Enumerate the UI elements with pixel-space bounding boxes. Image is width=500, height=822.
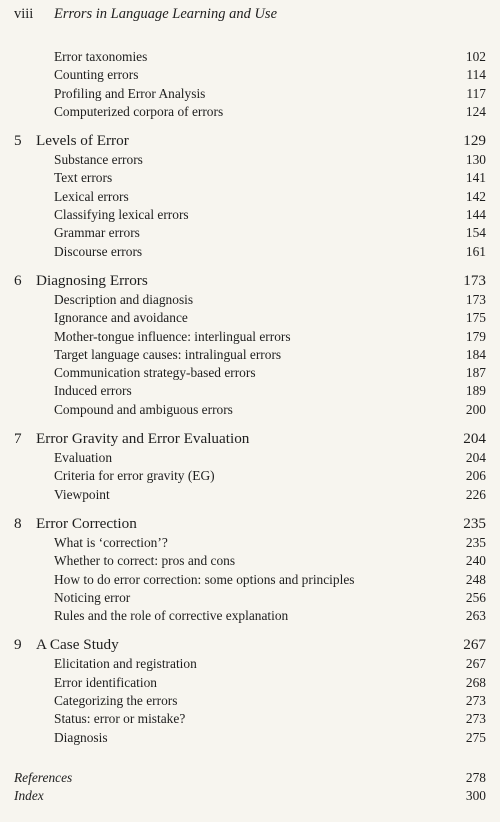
toc-section-entry <box>14 449 486 467</box>
toc-entry-title: Communication strategy-based errors <box>54 365 256 381</box>
toc-page-number: 268 <box>465 674 486 690</box>
toc-page-number: 278 <box>465 769 486 785</box>
toc-chapter-entry <box>14 270 486 291</box>
toc-page-number: 248 <box>465 571 486 587</box>
toc-page-number: 226 <box>465 486 486 502</box>
table-of-contents <box>14 48 486 806</box>
toc-page-number: 141 <box>465 170 486 186</box>
toc-entry-title: Error taxonomies <box>54 49 148 64</box>
toc-page-number: 184 <box>465 346 486 362</box>
toc-entry-title: Index <box>14 788 44 804</box>
toc-entry-title: Substance errors <box>54 152 143 168</box>
toc-entry-title: Error identification <box>54 674 157 690</box>
toc-section-entry <box>14 346 486 364</box>
toc-page-number: 154 <box>465 225 486 241</box>
toc-entry-title: What is ‘correction’? <box>54 534 168 550</box>
toc-entry-title: Status: error or mistake? <box>54 711 186 727</box>
toc-entry-title: Lexical errors <box>54 188 129 204</box>
toc-page-number: 187 <box>465 365 486 381</box>
toc-entry-title: Description and diagnosis <box>54 291 194 307</box>
toc-entry-title: Evaluation <box>54 450 113 466</box>
toc-page-number: 102 <box>465 49 486 64</box>
toc-entry-title: Text errors <box>54 170 113 186</box>
toc-entry-title: Induced errors <box>54 383 132 399</box>
toc-page-number: 200 <box>465 401 486 417</box>
toc-section-entry <box>14 364 486 382</box>
toc-chapter-heading <box>14 428 249 449</box>
toc-section-entry <box>14 206 486 224</box>
toc-page-number: 129 <box>463 132 486 150</box>
toc-chapter-title: Diagnosing Errors <box>36 271 148 289</box>
toc-entry-title: Elicitation and registration <box>54 656 197 672</box>
toc-section-entry <box>14 291 486 309</box>
toc-entry-title: Target language causes: intralingual errors <box>54 346 282 362</box>
toc-section-entry <box>14 401 486 419</box>
toc-page-number: 144 <box>465 207 486 223</box>
toc-page-number: 175 <box>465 310 486 326</box>
toc-section-entry <box>14 534 486 552</box>
toc-entry-title: Categorizing the errors <box>54 693 178 709</box>
toc-endmatter-entry <box>14 769 486 787</box>
toc-section-entry <box>14 571 486 589</box>
toc-section-entry <box>14 169 486 187</box>
toc-entry-title: Viewpoint <box>54 486 110 502</box>
toc-section-entry <box>14 66 486 84</box>
toc-page-number: 263 <box>465 608 486 624</box>
toc-endmatter-entry <box>14 787 486 805</box>
toc-chapter-heading <box>14 270 148 291</box>
toc-entry-title: Discourse errors <box>54 243 143 259</box>
toc-entry-title: References <box>14 769 73 785</box>
toc-entry-title: Counting errors <box>54 67 139 83</box>
toc-page-number: 300 <box>465 788 486 804</box>
toc-section-entry <box>14 85 486 103</box>
toc-entry-title: Criteria for error gravity (EG) <box>54 468 215 484</box>
toc-entry-title: Rules and the role of corrective explanation <box>54 608 289 624</box>
toc-chapter-number: 8 <box>14 514 22 532</box>
running-head <box>14 6 277 23</box>
toc-section-entry <box>14 486 486 504</box>
toc-entry-title: Grammar errors <box>54 225 140 241</box>
toc-page-number: 273 <box>465 693 486 709</box>
toc-chapter-entry <box>14 634 486 655</box>
toc-entry-title: Whether to correct: pros and cons <box>54 553 236 569</box>
toc-section-entry <box>14 224 486 242</box>
toc-page-number: 273 <box>465 711 486 727</box>
toc-page-number: 161 <box>465 243 486 259</box>
toc-section-entry <box>14 382 486 400</box>
toc-section-entry <box>14 48 486 66</box>
toc-entry-title: Diagnosis <box>54 729 108 745</box>
toc-section-entry <box>14 674 486 692</box>
toc-page-number: 235 <box>463 514 486 532</box>
toc-page-number: 173 <box>465 291 486 307</box>
toc-page-number: 235 <box>465 534 486 550</box>
toc-chapter-entry <box>14 130 486 151</box>
toc-section-entry <box>14 188 486 206</box>
toc-chapter-number: 6 <box>14 271 22 289</box>
toc-section-entry <box>14 589 486 607</box>
toc-section-entry <box>14 103 486 121</box>
toc-section-entry <box>14 692 486 710</box>
toc-section-entry <box>14 243 486 261</box>
toc-section-entry <box>14 151 486 169</box>
toc-chapter-number: 5 <box>14 132 22 150</box>
toc-page-number: 124 <box>465 103 486 119</box>
toc-chapter-number: 7 <box>14 430 22 448</box>
toc-page-number: 173 <box>463 271 486 289</box>
toc-page-number: 142 <box>465 188 486 204</box>
toc-page-number: 267 <box>465 656 486 672</box>
toc-page-number: 256 <box>465 589 486 605</box>
toc-chapter-heading <box>14 513 137 534</box>
toc-section-entry <box>14 328 486 346</box>
toc-chapter-number: 9 <box>14 636 22 654</box>
toc-page-number: 206 <box>465 468 486 484</box>
toc-page-number: 240 <box>465 553 486 569</box>
toc-page-number: 275 <box>465 729 486 745</box>
toc-section-entry <box>14 309 486 327</box>
toc-page-number: 114 <box>466 67 486 83</box>
book-title: Errors in Language Learning and Use <box>54 6 278 22</box>
toc-entry-title: How to do error correction: some options and principles <box>54 571 355 587</box>
toc-chapter-heading <box>14 130 129 151</box>
toc-entry-title: Compound and ambiguous errors <box>54 401 233 417</box>
toc-chapter-entry <box>14 513 486 534</box>
toc-entry-title: Computerized corpora of errors <box>54 103 224 119</box>
toc-entry-title: Noticing error <box>54 589 131 605</box>
toc-section-entry <box>14 655 486 673</box>
toc-page-number: 189 <box>465 383 486 399</box>
toc-entry-title: Classifying lexical errors <box>54 207 189 223</box>
toc-section-entry <box>14 729 486 747</box>
toc-entry-title: Mother-tongue influence: interlingual errors <box>54 328 291 344</box>
toc-page-number: 204 <box>463 430 486 448</box>
toc-entry-title: Ignorance and avoidance <box>54 310 188 326</box>
toc-entry-title: Profiling and Error Analysis <box>54 85 206 101</box>
toc-chapter-title: Levels of Error <box>36 132 129 150</box>
toc-section-entry <box>14 467 486 485</box>
toc-page-number: 130 <box>465 152 486 168</box>
toc-page-number: 179 <box>465 328 486 344</box>
toc-chapter-title: A Case Study <box>36 636 119 654</box>
page-folio: viii <box>14 6 34 22</box>
toc-section-entry <box>14 552 486 570</box>
toc-section-entry <box>14 607 486 625</box>
toc-page-number: 117 <box>466 85 486 101</box>
toc-page-number: 204 <box>465 450 486 466</box>
toc-chapter-heading <box>14 634 119 655</box>
toc-chapter-title: Error Correction <box>36 514 137 532</box>
toc-chapter-title: Error Gravity and Error Evaluation <box>36 430 250 448</box>
toc-page-number: 267 <box>463 636 486 654</box>
toc-chapter-entry <box>14 428 486 449</box>
toc-section-entry <box>14 710 486 728</box>
